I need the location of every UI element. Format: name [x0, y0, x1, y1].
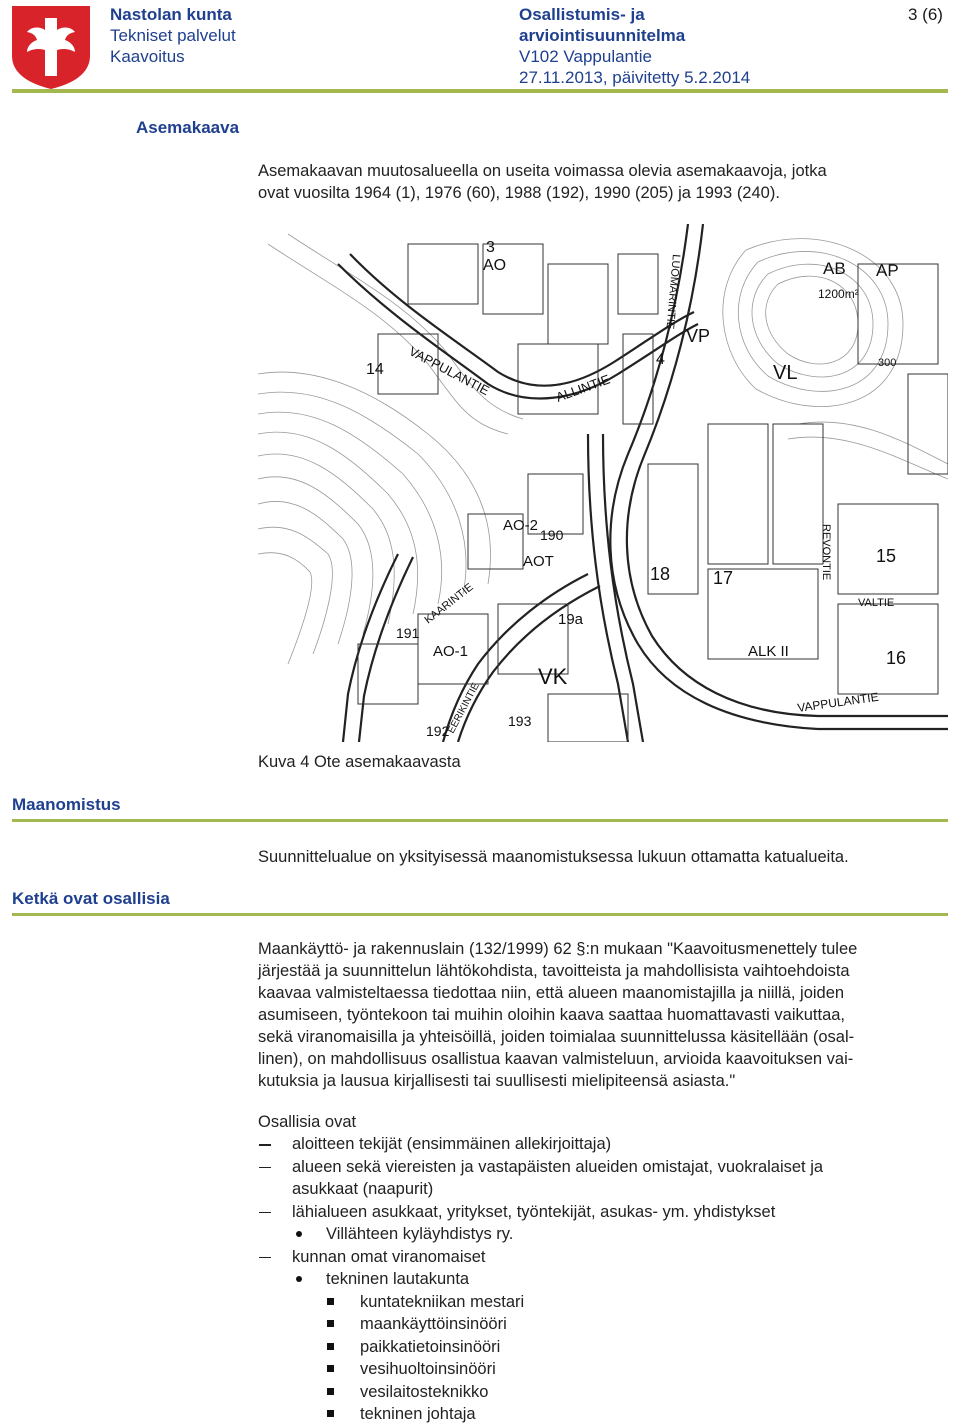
- map-label-alk: ALK II: [748, 643, 789, 660]
- map-label-n192: 192: [426, 723, 450, 739]
- list-subsubitem: paikkatietoinsinööri: [360, 1336, 823, 1359]
- osalliset-divider: [12, 913, 948, 916]
- map-label-vappulantie-bottom: VAPPULANTIE: [796, 689, 880, 715]
- maanomistus-divider: [12, 819, 948, 822]
- header-org-block: [110, 4, 236, 67]
- map-label-ab: AB: [823, 259, 846, 278]
- asemakaava-text-line2: ovat vuosilta 1964 (1), 1976 (60), 1988 (192), 1990 (205) ja 1993 (240).: [258, 184, 780, 202]
- map-label-n193: 193: [508, 713, 532, 729]
- list-subitem: tekninen lautakunta: [326, 1268, 823, 1291]
- list-subsubitem: kuntatekniikan mestari: [360, 1291, 823, 1314]
- map-label-n15: 15: [876, 546, 897, 566]
- osalliset-list: [292, 1133, 823, 1426]
- map-label-n16: 16: [886, 648, 907, 668]
- osalliset-heading: Ketkä ovat osallisia: [12, 889, 170, 908]
- map-label-revontie: REVONTIE: [820, 524, 832, 581]
- list-item: alueen sekä viereisten ja vastapäisten alueiden omistajat, vuokralaiset ja: [292, 1156, 823, 1179]
- map-label-ap: AP: [876, 261, 899, 280]
- paragraph-line: Maankäyttö- ja rakennuslain (132/1999) 62 §:n mukaan "Kaavoitusmenettely tulee: [258, 940, 858, 958]
- header-divider: [12, 89, 948, 93]
- list-subitem: Villähteen kyläyhdistys ry.: [326, 1223, 823, 1246]
- list-item-continuation: asukkaat (naapurit): [292, 1180, 434, 1198]
- paragraph-line: järjestää ja suunnittelun lähtökohdista, tavoitteista ja mahdollisista vaihtoehdoista: [258, 962, 850, 980]
- list-intro: Osallisia ovat: [258, 1113, 357, 1131]
- list-subsubitem: maankäyttöinsinööri: [360, 1313, 823, 1336]
- map-label-n191: 191: [396, 625, 420, 641]
- doc-title-line1: Osallistumis- ja: [519, 5, 645, 24]
- paragraph-line: asumiseen, työntekoon tai muihin oloihin kaava saattaa huomattavasti vaikuttaa,: [258, 1006, 846, 1024]
- map-label-vp: VP: [686, 326, 711, 346]
- list-subsubitem: tekninen johtaja: [360, 1403, 823, 1426]
- map-label-eerikintie: EERIKINTIE: [445, 681, 482, 736]
- map-label-luomarintie: LUOMARINTIE: [663, 253, 682, 330]
- map-label-aot: AOT: [523, 553, 554, 570]
- osalliset-paragraph: [258, 938, 857, 1092]
- list-item: kunnan omat viranomaiset: [292, 1246, 823, 1269]
- map-label-n3: 3: [486, 239, 495, 256]
- map-label-vappulantie-top: VAPPULANTIE: [406, 343, 492, 399]
- map-label-n4: 4: [656, 351, 665, 368]
- paragraph-line: kaavaa valmisteltaessa tiedottaa niin, että alueen maanomistajilla ja niillä, joiden: [258, 984, 845, 1002]
- list-subsubitem: vesihuoltoinsinööri: [360, 1358, 823, 1381]
- page-number: 3 (6): [908, 5, 943, 24]
- map-label-kaarintie: KAARINTIE: [422, 581, 476, 627]
- asemakaava-text-line1: Asemakaavan muutosalueella on useita voimassa olevia asemakaavoja, jotka: [258, 162, 827, 180]
- map-label-ao: AO: [483, 257, 507, 274]
- map-label-n17: 17: [713, 568, 734, 588]
- map-label-n190: 190: [540, 527, 564, 543]
- map-label-n14: 14: [366, 361, 384, 378]
- municipality-crest-logo: [10, 4, 92, 90]
- map-label-n1200: 1200m²: [818, 287, 859, 301]
- map-label-n18: 18: [650, 564, 671, 584]
- asemakaava-text: [258, 160, 827, 204]
- map-label-n19a: 19a: [558, 611, 584, 628]
- map-label-ao2: AO-2: [503, 517, 539, 534]
- doc-date: 27.11.2013, päivitetty 5.2.2014: [519, 68, 751, 87]
- map-caption: Kuva 4 Ote asemakaavasta: [258, 753, 461, 771]
- maanomistus-text: Suunnittelualue on yksityisessä maanomistuksessa lukuun ottamatta katualueita.: [258, 848, 849, 866]
- list-item: aloitteen tekijät (ensimmäinen allekirjoittaja): [292, 1133, 823, 1156]
- doc-title-line2: arviointisuunnitelma: [519, 26, 686, 45]
- paragraph-line: linen), on mahdollisuus osallistua kaavan valmisteluun, arvioida kaavoituksen vai-: [258, 1050, 854, 1068]
- list-item: lähialueen asukkaat, yritykset, työntekijät, asukas- ym. yhdistykset: [292, 1201, 823, 1224]
- header-doc-block: [519, 4, 750, 88]
- map-label-ao1: AO-1: [433, 643, 469, 660]
- asemakaava-heading: Asemakaava: [136, 118, 240, 137]
- org-unit: Kaavoitus: [110, 47, 185, 66]
- zoning-map-image: [258, 224, 948, 742]
- org-dept: Tekniset palvelut: [110, 26, 236, 45]
- map-label-vk: VK: [538, 664, 568, 689]
- map-label-vl: VL: [773, 362, 798, 384]
- maanomistus-heading: Maanomistus: [12, 795, 121, 814]
- org-name: Nastolan kunta: [110, 5, 232, 24]
- list-subsubitem: vesilaitosteknikko: [360, 1381, 823, 1404]
- zoning-map-drawing: [258, 224, 948, 742]
- paragraph-line: sekä viranomaisilla ja yhteisöillä, joiden toimialaa suunnittelussa käsitellään (osal-: [258, 1028, 855, 1046]
- map-label-allintie: ALLINTIE: [553, 371, 612, 405]
- map-label-valtie: VALTIE: [858, 597, 895, 609]
- paragraph-line: kutuksia ja lausua kirjallisesti tai suullisesti mielipiteensä asiasta.": [258, 1072, 736, 1090]
- doc-code: V102 Vappulantie: [519, 47, 652, 66]
- map-label-n300: 300: [878, 357, 897, 369]
